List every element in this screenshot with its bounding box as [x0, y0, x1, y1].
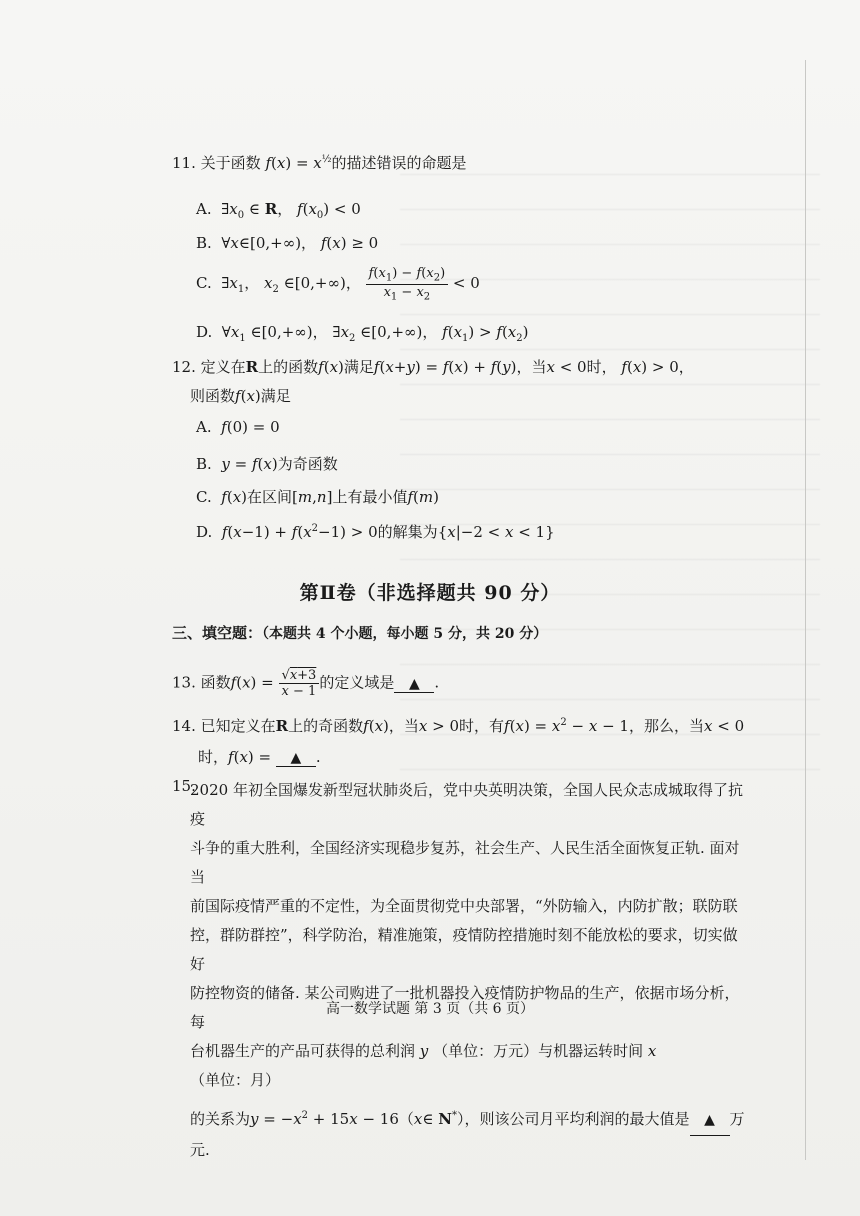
question-12-stem: 12. 定义在R上的函数f(x)满足f(x+y) = f(x) + f(y)，当x < 0时， f(x) > 0，: [172, 358, 694, 376]
question-13: 13. 函数f(x) = $\frac{√x+3}{x - 1}$ 的定义域是 ▲ .: [172, 668, 440, 699]
question-11-stem: 11. 关于函数 $f(x) = x^{\frac{1}{2}}$的描述错误的命题是: [172, 154, 467, 172]
question-12-option-c: C. f(x)在区间[m,n]上有最小值f(m): [196, 488, 439, 506]
question-15-line: 控，群防群控”，科学防治，精准施策，疫情防控措施时刻不能放松的要求，切实做好: [190, 926, 738, 973]
question-12-option-a: A. f(0) = 0: [196, 418, 280, 436]
question-15-line: 2020 年初全国爆发新型冠状肺炎后，党中央英明决策，全国人民众志成城取得了抗疫: [190, 781, 743, 828]
question-11-option-a: A. $\exists x_0$ ∈ R， $f(x_0) < 0$: [196, 200, 361, 221]
page-edge: [805, 60, 806, 1160]
question-15-line: 防控物资的储备. 某公司购进了一批机器投入疫情防护物品的生产，依据市场分析，每: [190, 984, 740, 1031]
question-15-line: 台机器生产的产品可获得的总利润 y （单位：万元）与机器运转时间 x （单位：月）: [190, 1042, 657, 1089]
part-heading: 三、填空题：（本题共 4 个小题，每小题 5 分，共 20 分）: [172, 624, 548, 642]
question-15-line: 前国际疫情严重的不定性，为全面贯彻党中央部署，“外防输入，内防扩散；联防联: [190, 897, 738, 915]
question-15-body: [190, 776, 750, 1165]
bleed-through-text: [400, 140, 820, 780]
question-12-line2: 则函数f(x)满足: [190, 387, 291, 405]
question-12-option-d: D. $f(x-1) + f(x^2-1) > 0$的解集为{x|−2 < x < 1}: [196, 523, 555, 541]
question-11-option-c: C. $\exists x_1$， $x_2$ ∈[0,+∞)， $\frac{f(x_1) - f(x_2)}{x_1 - x_2}$ < 0: [196, 266, 480, 303]
question-11-option-b: B. ∀x∈[0,+∞)， f(x) ≥ 0: [196, 234, 379, 252]
question-15-line: 的关系为$y = -x^2 + 15x$ − 16（x∈ N*），则该公司月平均利润的最大值是 ▲ 万元.: [190, 1101, 750, 1165]
question-15-line: 斗争的重大胜利，全国经济实现稳步复苏，社会生产、人民生活全面恢复正轨. 面对当: [190, 839, 740, 886]
question-14-line2: 时，f(x) = ▲ .: [198, 748, 321, 766]
answer-blank-14[interactable]: ▲: [290, 750, 302, 766]
question-15-number: 15.: [172, 777, 196, 795]
question-14-line1: 14. 已知定义在R上的奇函数f(x)，当x > 0时，有$f(x) = x^2 - x - 1$，那么，当x < 0: [172, 717, 745, 735]
page-footer: 高一数学试题 第 3 页（共 6 页）: [325, 1001, 535, 1017]
answer-blank-13[interactable]: ▲: [408, 675, 420, 692]
question-11-option-d: D. $\forall x_1$ ∈[0,+∞)， $\exists x_2$ ∈[0,+∞)， $f(x_1) > f(x_2)$: [196, 323, 529, 344]
section-title: 第Ⅱ卷（非选择题共 90 分）: [299, 582, 561, 604]
question-12-option-b: B. y = f(x)为奇函数: [196, 455, 338, 473]
answer-blank-15[interactable]: ▲: [704, 1112, 715, 1128]
